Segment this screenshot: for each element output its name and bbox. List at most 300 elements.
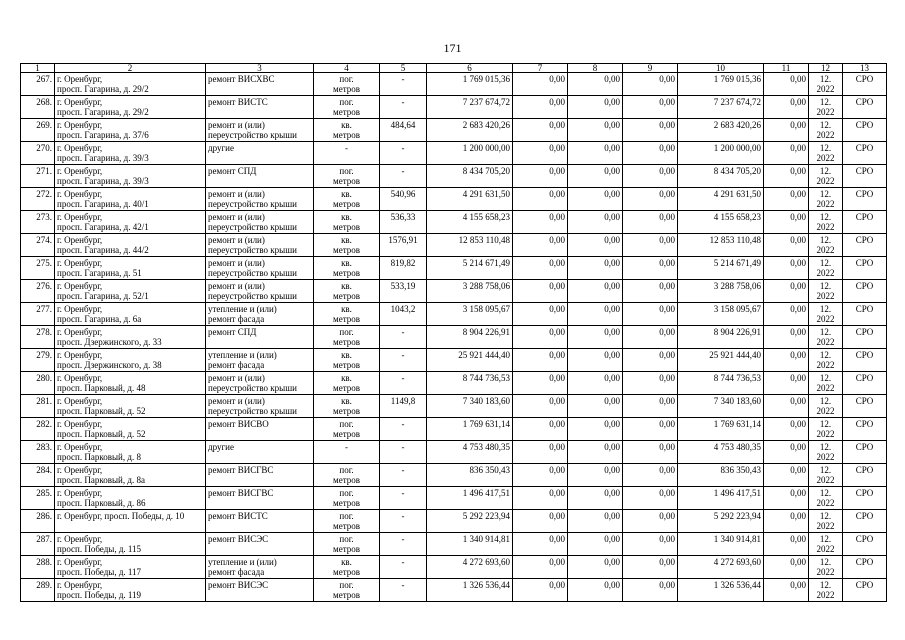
volume-cell [380,73,427,96]
cost-cell-8 [568,96,623,119]
row-number-cell-text: 284. [36,465,52,475]
address-cell [55,280,206,303]
source-cell-text: СРО [855,488,874,498]
cost-cell-7-text: 0,00 [549,580,565,590]
cost-cell-7-text: 0,00 [549,557,565,567]
cost-cell-9 [623,349,678,372]
cost-cell-11-text: 0,00 [790,350,806,360]
deadline-cell [809,280,843,303]
work-type-cell [206,579,314,602]
work-type-cell-text: ремонт ВИСЭС [208,534,269,544]
cost-cell-8 [568,280,623,303]
work-type-cell-text: ремонт ВИСТС [208,97,268,107]
work-type-cell [206,533,314,556]
volume-cell [380,96,427,119]
deadline-cell-text: 12. [819,396,832,406]
cost-cell-8 [568,533,623,556]
cost-cell-9-text: 0,00 [659,97,675,107]
row-number-cell-text: 281. [36,396,52,406]
cost-cell-9 [623,211,678,234]
cost-cell-9 [623,326,678,349]
volume-cell-text: - [401,97,405,107]
unit-cell [314,372,380,395]
work-type-cell-text: ремонт и (или) [208,189,265,199]
source-cell-text: СРО [855,327,874,337]
total-cost-cell-text: 1 769 631,14 [462,419,510,429]
address-cell-text: просп. Парковый, д. 52 [57,429,146,439]
address-cell [55,510,206,533]
unit-cell-text: кв. [341,281,352,291]
row-number-cell [21,188,55,211]
work-type-cell-text: утепление и (или) [208,350,277,360]
volume-cell [380,303,427,326]
work-type-cell-text: ремонт фасада [208,314,265,324]
cost-cell-11-text: 0,00 [790,580,806,590]
cost-cell-7 [513,188,568,211]
work-type-cell-text: ремонт ВИСВО [208,419,269,429]
table-row [21,372,887,395]
cost-cell-8-text: 0,00 [604,373,620,383]
work-type-cell-text: утепление и (или) [208,304,277,314]
cost-cell-9-text: 0,00 [659,465,675,475]
cost-cell-8-text: 0,00 [604,534,620,544]
address-cell-text: просп. Гагарина, д. 6а [57,314,142,324]
cost-cell-7-text: 0,00 [549,143,565,153]
volume-cell-text: 540,96 [390,189,416,199]
column-header: 12 [809,64,843,73]
address-cell-text: просп. Гагарина, д. 52/1 [57,291,149,301]
cost-cell-8-text: 0,00 [604,419,620,429]
unit-cell [314,556,380,579]
cost-cell-9-text: 0,00 [659,74,675,84]
cost-cell-8-text: 0,00 [604,557,620,567]
unit-cell-text: кв. [341,396,352,406]
deadline-cell [809,211,843,234]
cost-cell-7-text: 0,00 [549,166,565,176]
cost-cell-9-text: 0,00 [659,557,675,567]
cost-cell-11 [764,418,809,441]
cost-cell-8 [568,395,623,418]
cost-cell-8 [568,556,623,579]
cost-cell-11 [764,188,809,211]
row-number-cell [21,487,55,510]
source-cell-text: СРО [855,281,874,291]
cost-cell-8 [568,441,623,464]
cost-cell-8 [568,510,623,533]
address-cell-text: г. Оренбург, [57,465,103,475]
cost-cell-10-text: 12 853 110,48 [709,235,761,245]
address-cell-text: г. Оренбург, [57,120,103,130]
deadline-cell-text: 12. [819,97,832,107]
cost-cell-8 [568,165,623,188]
cost-cell-9-text: 0,00 [659,281,675,291]
volume-cell-text: - [401,419,405,429]
cost-cell-8 [568,73,623,96]
cost-cell-8 [568,211,623,234]
row-number-cell-text: 273. [36,212,52,222]
address-cell-text: г. Оренбург, [57,212,103,222]
source-cell-text: СРО [855,97,874,107]
volume-cell [380,372,427,395]
address-cell [55,487,206,510]
cost-cell-11-text: 0,00 [790,120,806,130]
cost-cell-11-text: 0,00 [790,258,806,268]
work-type-cell [206,395,314,418]
address-cell-text: г. Оренбург, [57,442,103,452]
cost-cell-7 [513,372,568,395]
row-number-cell [21,441,55,464]
work-type-cell-text: ремонт и (или) [208,396,265,406]
unit-cell-text: метров [333,498,360,508]
row-number-cell-text: 287. [36,534,52,544]
cost-cell-7-text: 0,00 [549,442,565,452]
table-row [21,326,887,349]
cost-cell-7-text: 0,00 [549,396,565,406]
address-cell-text: просп. Победы, д. 117 [57,567,142,577]
row-number-cell [21,326,55,349]
cost-cell-9-text: 0,00 [659,396,675,406]
cost-cell-10-text: 7 237 674,72 [713,97,761,107]
unit-cell [314,349,380,372]
column-header: 2 [55,64,206,73]
cost-cell-11-text: 0,00 [790,143,806,153]
cost-cell-10 [678,73,764,96]
unit-cell-text: кв. [341,304,352,314]
cost-cell-10 [678,257,764,280]
cost-cell-7 [513,395,568,418]
cost-cell-11-text: 0,00 [790,557,806,567]
cost-cell-9 [623,234,678,257]
deadline-cell [809,372,843,395]
cost-cell-7-text: 0,00 [549,534,565,544]
deadline-cell-text: 12. [819,442,832,452]
row-number-cell [21,510,55,533]
cost-cell-7-text: 0,00 [549,189,565,199]
column-header: 7 [513,64,568,73]
address-cell [55,349,206,372]
source-cell [843,372,887,395]
address-cell-text: просп. Гагарина, д. 37/6 [57,130,149,140]
cost-cell-9 [623,533,678,556]
volume-cell-text: 1149,8 [390,396,416,406]
cost-cell-11-text: 0,00 [790,189,806,199]
total-cost-cell [427,556,513,579]
row-number-cell [21,372,55,395]
total-cost-cell-text: 5 214 671,49 [462,258,510,268]
deadline-cell-text: 12. [819,419,832,429]
cost-cell-7-text: 0,00 [549,327,565,337]
cost-cell-9 [623,487,678,510]
row-number-cell [21,119,55,142]
deadline-cell [809,165,843,188]
address-cell-text: просп. Гагарина, д. 44/2 [57,245,149,255]
deadline-cell-text: 2022 [816,222,835,232]
deadline-cell-text: 12. [819,120,832,130]
deadline-cell-text: 2022 [816,521,835,531]
volume-cell [380,326,427,349]
row-number-cell-text: 271. [36,166,52,176]
unit-cell-text: метров [333,291,360,301]
cost-cell-10-text: 8 434 705,20 [713,166,761,176]
volume-cell-text: - [401,442,405,452]
unit-cell-text: кв. [341,373,352,383]
deadline-cell-text: 12. [819,235,832,245]
address-cell-text: г. Оренбург, [57,166,103,176]
address-cell [55,579,206,602]
cost-cell-11 [764,487,809,510]
cost-cell-10 [678,188,764,211]
total-cost-cell [427,372,513,395]
unit-cell-text: метров [333,567,360,577]
cost-cell-10-text: 8 744 736,53 [713,373,761,383]
cost-cell-10 [678,533,764,556]
cost-cell-10-text: 3 158 095,67 [713,304,761,314]
address-cell [55,395,206,418]
total-cost-cell [427,579,513,602]
work-type-cell-text: ремонт и (или) [208,373,265,383]
cost-cell-7-text: 0,00 [549,120,565,130]
cost-cell-10 [678,487,764,510]
address-cell-text: г. Оренбург, [57,580,103,590]
cost-cell-8 [568,119,623,142]
unit-cell [314,211,380,234]
deadline-cell-text: 12. [819,258,832,268]
row-number-cell-text: 279. [36,350,52,360]
work-type-cell-text: ремонт ВИСХВС [208,74,275,84]
cost-cell-10 [678,464,764,487]
cost-cell-8-text: 0,00 [604,511,620,521]
cost-cell-10 [678,280,764,303]
row-number-cell-text: 280. [36,373,52,383]
deadline-cell [809,418,843,441]
cost-cell-9 [623,73,678,96]
source-cell [843,280,887,303]
source-cell-text: СРО [855,143,874,153]
total-cost-cell [427,441,513,464]
work-type-cell-text: переустройство крыши [208,222,297,232]
address-cell-text: г. Оренбург, [57,258,103,268]
work-type-cell-text: ремонт и (или) [208,235,265,245]
address-cell-text: просп. Гагарина, д. 29/2 [57,107,149,117]
cost-cell-11 [764,556,809,579]
cost-cell-10 [678,556,764,579]
address-cell [55,303,206,326]
cost-cell-9-text: 0,00 [659,419,675,429]
row-number-cell [21,303,55,326]
unit-cell-text: метров [333,429,360,439]
column-header: 3 [206,64,314,73]
cost-cell-10 [678,165,764,188]
cost-cell-10 [678,395,764,418]
address-cell-text: г. Оренбург, [57,534,103,544]
deadline-cell-text: 12. [819,373,832,383]
cost-cell-9 [623,303,678,326]
unit-cell-text: метров [333,84,360,94]
cost-cell-11 [764,142,809,165]
total-cost-cell [427,487,513,510]
work-type-cell-text: другие [208,143,234,153]
address-cell [55,533,206,556]
cost-cell-8-text: 0,00 [604,120,620,130]
unit-cell-text: пог. [339,327,354,337]
cost-cell-8-text: 0,00 [604,580,620,590]
volume-cell [380,280,427,303]
work-type-cell-text: переустройство крыши [208,130,297,140]
address-cell-text: г. Оренбург, [57,419,103,429]
address-cell-text: просп. Дзержинского, д. 33 [57,337,162,347]
row-number-cell [21,165,55,188]
work-type-cell-text: другие [208,442,234,452]
volume-cell-text: 819,82 [390,258,416,268]
deadline-cell-text: 12. [819,212,832,222]
cost-cell-7-text: 0,00 [549,350,565,360]
cost-cell-7-text: 0,00 [549,212,565,222]
cost-cell-8 [568,487,623,510]
address-cell-text: г. Оренбург, [57,97,103,107]
volume-cell [380,211,427,234]
cost-cell-8-text: 0,00 [604,465,620,475]
column-header: 1 [21,64,55,73]
deadline-cell-text: 2022 [816,406,835,416]
address-cell-text: г. Оренбург, [57,189,103,199]
row-number-cell-text: 286. [36,511,52,521]
cost-cell-8-text: 0,00 [604,327,620,337]
total-cost-cell [427,257,513,280]
total-cost-cell-text: 5 292 223,94 [462,511,510,521]
unit-cell-text: метров [333,406,360,416]
row-number-cell-text: 275. [36,258,52,268]
cost-cell-7 [513,349,568,372]
address-cell-text: г. Оренбург, [57,74,103,84]
total-cost-cell [427,326,513,349]
total-cost-cell [427,349,513,372]
total-cost-cell [427,96,513,119]
work-type-cell [206,326,314,349]
work-type-cell [206,234,314,257]
deadline-cell-text: 2022 [816,590,835,600]
cost-cell-9 [623,464,678,487]
cost-cell-11 [764,96,809,119]
column-header: 10 [678,64,764,73]
row-number-cell-text: 270. [36,143,52,153]
deadline-cell-text: 2022 [816,360,835,370]
work-type-cell [206,303,314,326]
cost-cell-8 [568,188,623,211]
row-number-cell-text: 285. [36,488,52,498]
deadline-cell [809,487,843,510]
volume-cell-text: - [401,580,405,590]
volume-cell-text: - [401,557,405,567]
unit-cell-text: пог. [339,97,354,107]
source-cell [843,533,887,556]
cost-cell-10 [678,303,764,326]
source-cell-text: СРО [855,74,874,84]
unit-cell [314,119,380,142]
deadline-cell-text: 2022 [816,268,835,278]
cost-cell-9-text: 0,00 [659,189,675,199]
cost-cell-9 [623,556,678,579]
address-cell-text: г. Оренбург, [57,143,103,153]
row-number-cell [21,349,55,372]
address-cell-text: просп. Парковый, д. 8а [57,475,145,485]
row-number-cell-text: 268. [36,97,52,107]
deadline-cell-text: 12. [819,281,832,291]
deadline-cell [809,257,843,280]
total-cost-cell [427,280,513,303]
unit-cell-text: пог. [339,488,354,498]
work-type-cell-text: ремонт ВИСТС [208,511,268,521]
volume-cell [380,119,427,142]
cost-cell-9 [623,579,678,602]
total-cost-cell [427,510,513,533]
row-number-cell-text: 269. [36,120,52,130]
column-header: 4 [314,64,380,73]
unit-cell [314,441,380,464]
table-row [21,96,887,119]
cost-cell-9-text: 0,00 [659,304,675,314]
deadline-cell [809,73,843,96]
volume-cell-text: - [401,143,405,153]
deadline-cell-text: 12. [819,488,832,498]
cost-cell-9-text: 0,00 [659,235,675,245]
source-cell [843,234,887,257]
unit-cell-text: пог. [339,74,354,84]
row-number-cell [21,73,55,96]
cost-cell-9 [623,96,678,119]
unit-cell-text: метров [333,107,360,117]
total-cost-cell [427,464,513,487]
work-type-cell [206,257,314,280]
volume-cell [380,395,427,418]
cost-cell-11 [764,395,809,418]
cost-cell-10 [678,234,764,257]
cost-cell-11-text: 0,00 [790,235,806,245]
unit-cell [314,280,380,303]
work-type-cell [206,280,314,303]
work-type-cell-text: переустройство крыши [208,199,297,209]
total-cost-cell-text: 1 496 417,51 [462,488,510,498]
deadline-cell-text: 2022 [816,153,835,163]
total-cost-cell [427,234,513,257]
total-cost-cell-text: 25 921 444,40 [458,350,510,360]
work-type-cell-text: переустройство крыши [208,245,297,255]
unit-cell-text: метров [333,475,360,485]
cost-cell-11-text: 0,00 [790,419,806,429]
cost-cell-11 [764,165,809,188]
row-number-cell [21,579,55,602]
source-cell [843,96,887,119]
address-cell-text: просп. Гагарина, д. 29/2 [57,84,149,94]
volume-cell-text: 536,33 [390,212,416,222]
total-cost-cell-text: 8 434 705,20 [462,166,510,176]
address-cell [55,372,206,395]
cost-cell-9 [623,395,678,418]
cost-cell-9-text: 0,00 [659,373,675,383]
total-cost-cell-text: 1 769 015,36 [462,74,510,84]
unit-cell-text: метров [333,222,360,232]
source-cell [843,211,887,234]
work-type-cell-text: переустройство крыши [208,268,297,278]
cost-cell-10-text: 2 683 420,26 [713,120,761,130]
cost-cell-10 [678,510,764,533]
cost-cell-9-text: 0,00 [659,511,675,521]
table-row [21,464,887,487]
cost-cell-10-text: 8 904 226,91 [713,327,761,337]
source-cell [843,257,887,280]
cost-cell-9 [623,119,678,142]
unit-cell-text: метров [333,199,360,209]
volume-cell [380,165,427,188]
